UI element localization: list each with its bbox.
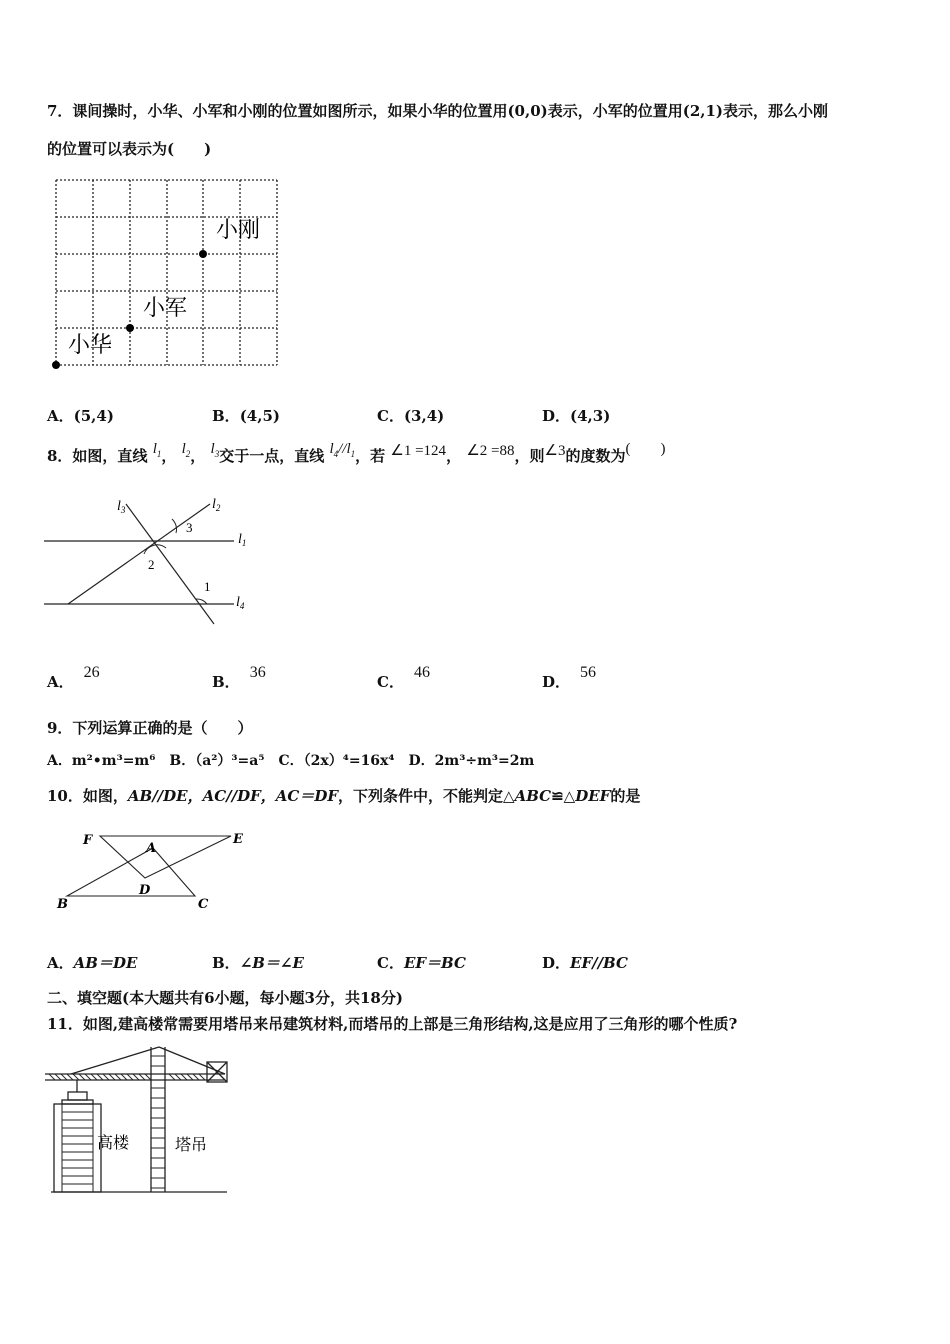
label-crane: 塔吊 xyxy=(175,1135,208,1154)
label-xiaohua: 小华 xyxy=(68,333,113,358)
svg-text:D: D xyxy=(139,883,151,898)
svg-text:l1: $l_1$ xyxy=(238,532,247,548)
q7-option-a[interactable]: A．(5,4) xyxy=(47,407,114,425)
svg-text:C: C xyxy=(198,897,209,912)
point-xiaojun xyxy=(126,324,134,332)
label-xiaogang: 小刚 xyxy=(216,218,261,243)
line-l3 xyxy=(126,504,214,624)
q8-option-b[interactable]: B．36 xyxy=(212,664,266,691)
q8-lines-figure xyxy=(44,492,274,627)
q7-option-d[interactable]: D．(4,3) xyxy=(542,407,611,425)
svg-text:F: F xyxy=(83,833,93,848)
svg-text:l3: $l_3$ xyxy=(117,499,126,515)
q7-option-c[interactable]: C．(3,4) xyxy=(377,407,445,425)
svg-text:3: 3 xyxy=(186,520,193,535)
q10-stem: 10．如图，AB//DE，AC//DF，AC＝DF，下列条件中，不能判定△ABC≌△DEF的是 xyxy=(47,787,641,805)
triangle-def xyxy=(100,836,231,878)
q8-option-d[interactable]: D．56 xyxy=(542,664,597,691)
q8-option-c[interactable]: C．46 xyxy=(377,664,430,691)
q7-stem-line1: 7．课间操时，小华、小军和小刚的位置如图所示，如果小华的位置用(0,0)表示，小军的位置用(2,1)表示，那么小刚 xyxy=(47,102,829,120)
q7-position-grid xyxy=(50,175,285,375)
svg-text:l4: $l_4$ xyxy=(236,595,245,611)
q9-options[interactable]: A．m²•m³=m⁶ B．（a²）³=a⁵ C．（2x）⁴=16x⁴ D．2m³÷m³=2m xyxy=(47,753,535,769)
q9-stem: 9．下列运算正确的是（ ） xyxy=(47,719,253,737)
q10-triangles-figure xyxy=(55,828,255,913)
svg-text:l2: $l_2$ xyxy=(212,497,221,513)
q10-option-b[interactable]: B．∠B＝∠E xyxy=(212,954,304,972)
point-xiaohua xyxy=(52,361,60,369)
svg-text:1: 1 xyxy=(204,579,211,594)
q8-option-a[interactable]: A．26 xyxy=(47,664,100,691)
svg-text:E: E xyxy=(233,832,243,847)
q11-crane-figure xyxy=(45,1042,235,1197)
q8-stem: 8．如图，直线 $l_1$， $l_2$， $l_3$交于一点，直线 $l_4//l_1$，若 ∠1 =124， ∠2 =88，则∠3的度数为( ) xyxy=(47,441,666,465)
q11-stem: 11．如图,建高楼常需要用塔吊来吊建筑材料,而塔吊的上部是三角形结构,这是应用了三角形的哪个性质? xyxy=(47,1015,738,1033)
triangle-abc xyxy=(67,848,195,896)
q10-option-a[interactable]: A．AB＝DE xyxy=(47,954,138,972)
section-2-heading: 二、填空题(本大题共有6小题，每小题3分，共18分) xyxy=(47,989,403,1007)
svg-text:2: 2 xyxy=(148,557,155,572)
q7-stem-line2: 的位置可以表示为( ) xyxy=(47,140,212,158)
q10-option-c[interactable]: C．EF＝BC xyxy=(377,954,466,972)
svg-text:A: A xyxy=(146,841,157,856)
point-xiaogang xyxy=(199,250,207,258)
q10-option-d[interactable]: D．EF//BC xyxy=(542,954,628,972)
svg-text:B: B xyxy=(57,897,68,912)
label-building: 高楼 xyxy=(97,1133,130,1152)
label-xiaojun: 小军 xyxy=(143,296,188,321)
q7-option-b[interactable]: B．(4,5) xyxy=(212,407,280,425)
